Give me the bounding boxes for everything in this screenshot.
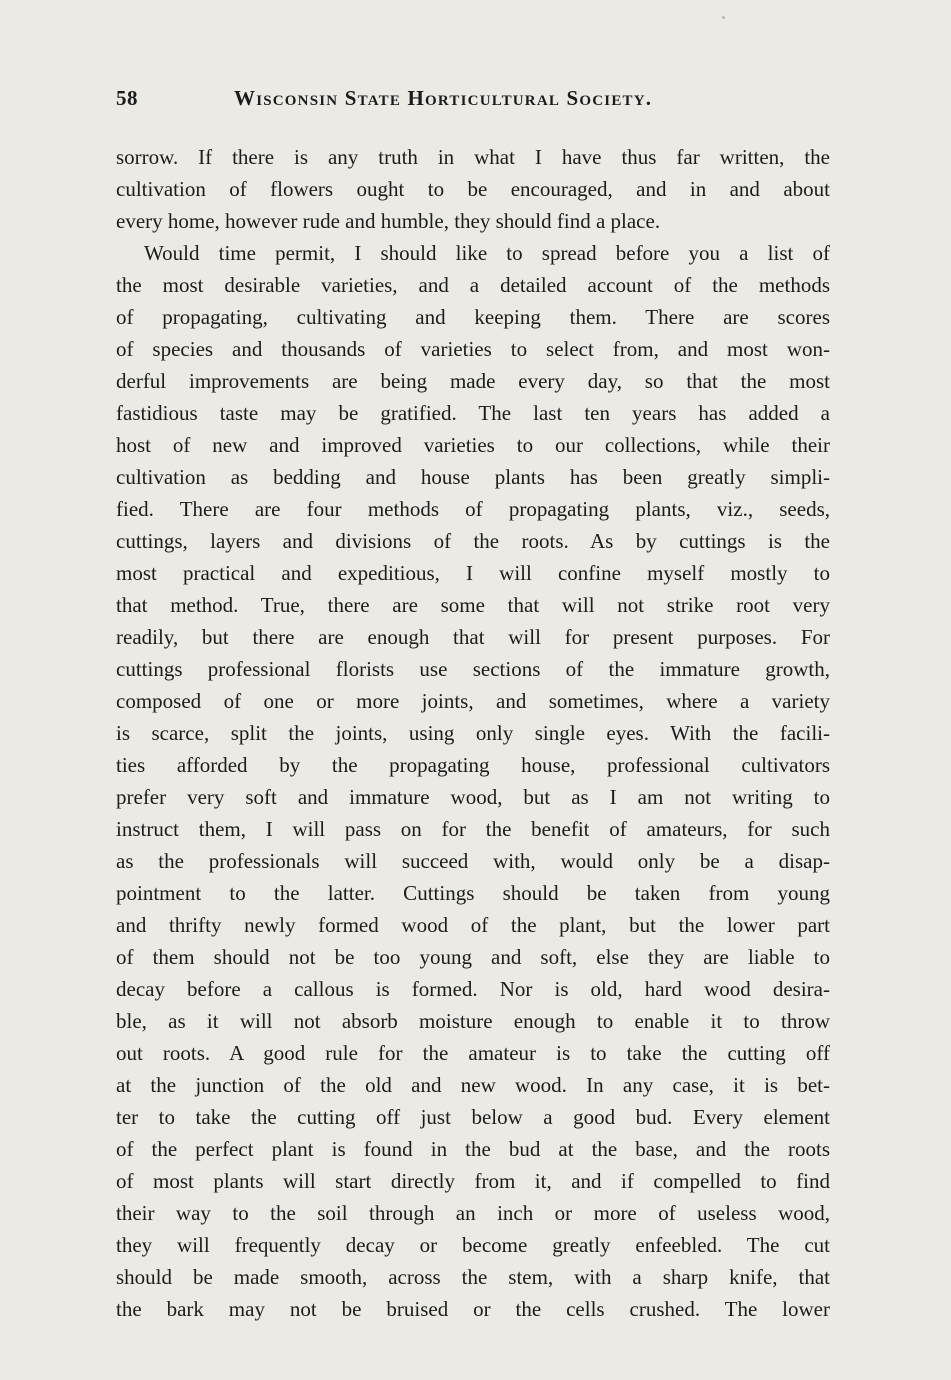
text-line: cuttings, layers and divisions of the roots. As by cuttings is the — [116, 529, 830, 553]
page-number: 58 — [116, 86, 138, 110]
text-line: fastidious taste may be gratified. The last ten years has added a — [116, 401, 830, 425]
text-line: of species and thousands of varieties to select from, and most won- — [116, 337, 830, 361]
text-line: and thrifty newly formed wood of the plant, but the lower part — [116, 913, 830, 937]
text-line: that method. True, there are some that will not strike root very — [116, 593, 830, 617]
text-line: sorrow. If there is any truth in what I have thus far written, the — [116, 145, 830, 169]
text-line: cultivation of flowers ought to be encouraged, and in and about — [116, 177, 830, 201]
text-line: they will frequently decay or become greatly enfeebled. The cut — [116, 1233, 830, 1257]
text-line: most practical and expeditious, I will confine myself mostly to — [116, 561, 830, 585]
text-line: ter to take the cutting off just below a good bud. Every element — [116, 1105, 830, 1129]
text-line: instruct them, I will pass on for the benefit of amateurs, for such — [116, 817, 830, 841]
text-line: Would time permit, I should like to spread before you a list of — [144, 241, 830, 265]
text-line: out roots. A good rule for the amateur is to take the cutting off — [116, 1041, 830, 1065]
text-line: at the junction of the old and new wood. In any case, it is bet- — [116, 1073, 830, 1097]
text-line: cultivation as bedding and house plants has been greatly simpli- — [116, 465, 830, 489]
text-line: derful improvements are being made every day, so that the most — [116, 369, 830, 393]
text-line: prefer very soft and immature wood, but as I am not writing to — [116, 785, 830, 809]
text-line: the most desirable varieties, and a detailed account of the methods — [116, 273, 830, 297]
text-line: ble, as it will not absorb moisture enough to enable it to throw — [116, 1009, 830, 1033]
page-header — [116, 86, 830, 116]
running-head: Wisconsin State Horticultural Society. — [234, 86, 653, 110]
text-line: of the perfect plant is found in the bud at the base, and the roots — [116, 1137, 830, 1161]
body-text — [116, 141, 830, 1325]
text-line: of them should not be too young and soft, else they are liable to — [116, 945, 830, 969]
text-line: the bark may not be bruised or the cells crushed. The lower — [116, 1297, 830, 1321]
text-line: cuttings professional florists use sections of the immature growth, — [116, 657, 830, 681]
text-line: ties afforded by the propagating house, professional cultivators — [116, 753, 830, 777]
text-line: readily, but there are enough that will for present purposes. For — [116, 625, 830, 649]
text-line: pointment to the latter. Cuttings should be taken from young — [116, 881, 830, 905]
text-line: fied. There are four methods of propagating plants, viz., seeds, — [116, 497, 830, 521]
text-line: every home, however rude and humble, they should find a place. — [116, 209, 661, 233]
paper-speck — [722, 16, 725, 19]
text-line: should be made smooth, across the stem, with a sharp knife, that — [116, 1265, 830, 1289]
text-line: is scarce, split the joints, using only single eyes. With the facili- — [116, 721, 830, 745]
text-line: of propagating, cultivating and keeping them. There are scores — [116, 305, 830, 329]
text-line: their way to the soil through an inch or more of useless wood, — [116, 1201, 830, 1225]
text-line: of most plants will start directly from it, and if compelled to find — [116, 1169, 830, 1193]
text-line: as the professionals will succeed with, would only be a disap- — [116, 849, 830, 873]
text-line: host of new and improved varieties to our collections, while their — [116, 433, 830, 457]
text-line: decay before a callous is formed. Nor is old, hard wood desira- — [116, 977, 830, 1001]
text-line: composed of one or more joints, and sometimes, where a variety — [116, 689, 830, 713]
